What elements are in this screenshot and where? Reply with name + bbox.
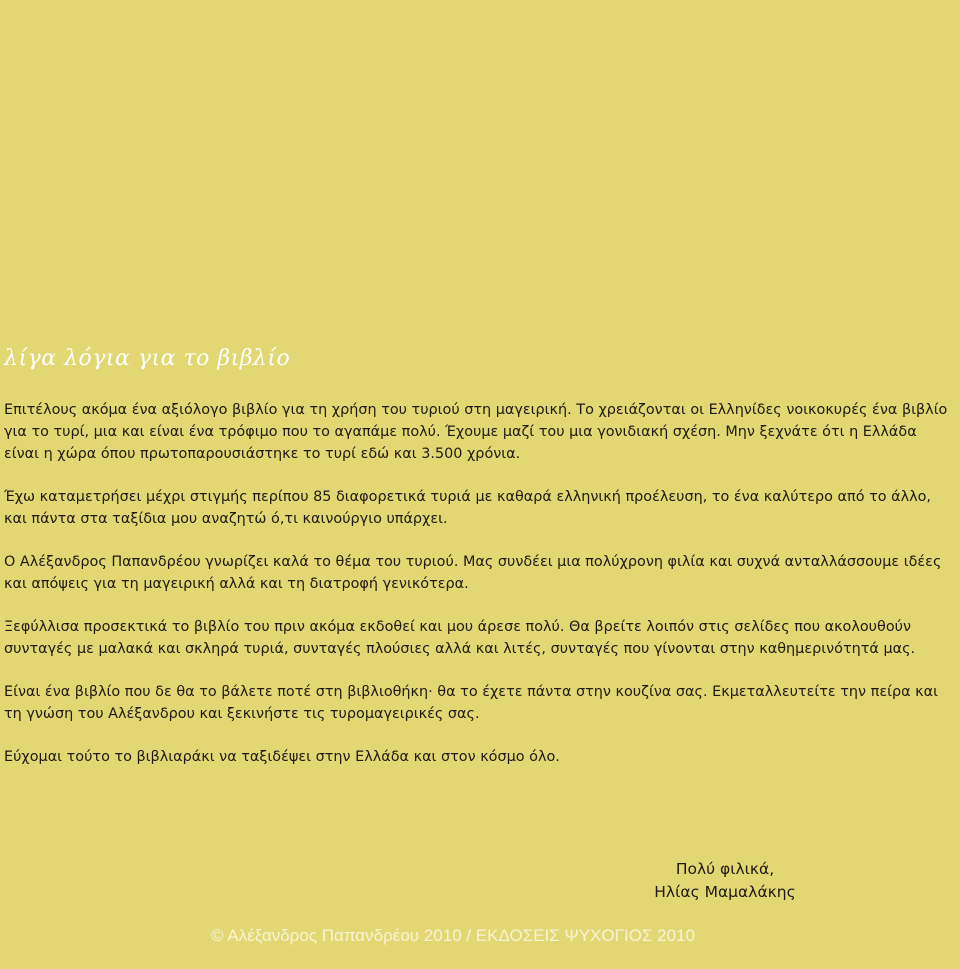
signature-name: Ηλίας Μαμαλάκης	[654, 883, 796, 901]
paragraph-5: Είναι ένα βιβλίο που δε θα το βάλετε ποτέ στη βιβλιοθήκη· θα το έχετε πάντα στην κουζίνα σας. Εκμεταλλευτείτε την πείρα και τη γνώση του Αλέξανδρου και ξεκινήστε τις τυρομαγειρικές σας.	[4, 684, 938, 722]
paragraph-1: Επιτέλους ακόμα ένα αξιόλογο βιβλίο για τη χρήση του τυριού στη μαγειρική. Το χρειάζονται οι Ελληνίδες νοικοκυρές ένα βιβλίο για το τυρί, μια και είναι ένα τρόφιμο που το αγαπάμε πολύ. Έχουμε μαζί του μια γονιδιακή σχέση. Μην ξεχνάτε ότι η Ελλάδα είναι η χώρα όπου πρωτοπαρουσιάστηκε το τυρί εδώ και 3.500 χρόνια.	[4, 402, 948, 462]
copyright-notice: © Αλέξανδρος Παπανδρέου 2010 / ΕΚΔΟΣΕΙΣ ΨΥΧΟΓΙΟΣ 2010	[211, 926, 695, 945]
paragraph-3: Ο Αλέξανδρος Παπανδρέου γνωρίζει καλά το θέμα του τυριού. Μας συνδέει μια πολύχρονη φιλία και συχνά ανταλλάσσουμε ιδέες και απόψεις για τη μαγειρική αλλά και τη διατροφή γενικότερα.	[4, 554, 942, 592]
body-text	[4, 399, 954, 789]
page-heading: λίγα λόγια για το βιβλίο	[4, 346, 291, 371]
paragraph-6: Εύχομαι τούτο το βιβλιαράκι να ταξιδέψει στην Ελλάδα και στον κόσμο όλο.	[4, 749, 560, 765]
signature-closing: Πολύ φιλικά,	[675, 860, 775, 878]
paragraph-2: Έχω καταμετρήσει μέχρι στιγμής περίπου 85 διαφορετικά τυριά με καθαρά ελληνική προέλευση, το ένα καλύτερο από το άλλο, και πάντα στα ταξίδια μου αναζητώ ό,τι καινούργιο υπάρχει.	[4, 489, 932, 527]
paragraph-4: Ξεφύλλισα προσεκτικά το βιβλίο του πριν ακόμα εκδοθεί και μου άρεσε πολύ. Θα βρείτε λοιπόν στις σελίδες που ακολουθούν συνταγές με μαλακά και σκληρά τυριά, συνταγές πλούσιες αλλά και λιτές, συνταγές που γίνονται στην καθημερινότητά μας.	[4, 619, 916, 657]
signature	[620, 858, 830, 904]
